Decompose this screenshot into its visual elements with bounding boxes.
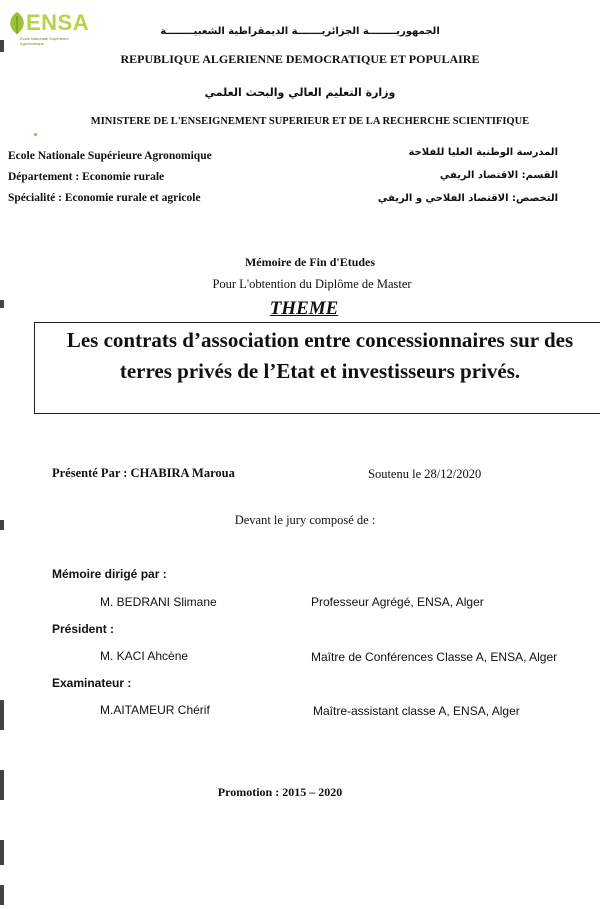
jury-role-examiner: Examinateur : bbox=[52, 676, 132, 690]
jury-intro: Devant le jury composé de : bbox=[234, 513, 376, 527]
thesis-title-line-1: Les contrats d’association entre concessionnaires sur des bbox=[66, 328, 574, 352]
arabic-ministry: وزارة التعليم العالي والبحث العلمي bbox=[204, 86, 396, 99]
thesis-title-line-2: terres privés de l’Etat et investisseurs privés. bbox=[119, 359, 521, 383]
memoire-heading: Mémoire de Fin d'Etudes bbox=[244, 255, 376, 269]
defense-date: Soutenu le 28/12/2020 bbox=[368, 467, 482, 481]
scan-edge-mark bbox=[0, 840, 4, 865]
republic-title: REPUBLIQUE ALGERIENNE DEMOCRATIQUE ET POPULAIRE bbox=[120, 52, 480, 66]
memoire-subheading: Pour L'obtention du Diplôme de Master bbox=[212, 277, 412, 291]
jury-name-examiner: M.AITAMEUR Chérif bbox=[100, 703, 210, 717]
scan-edge-mark bbox=[0, 300, 4, 308]
arabic-specialty: التخصص: الاقتصاد الفلاحي و الريفي bbox=[377, 193, 558, 204]
theme-label: THEME bbox=[269, 298, 339, 319]
ink-dot bbox=[34, 133, 37, 136]
arabic-school-name: المدرسة الوطنية العليا للفلاحة bbox=[408, 147, 558, 158]
scan-edge-mark bbox=[0, 40, 4, 52]
scan-edge-mark bbox=[0, 520, 4, 530]
jury-name-supervisor: M. BEDRANI Slimane bbox=[100, 595, 217, 609]
jury-title-examiner: Maître-assistant classe A, ENSA, Alger bbox=[313, 704, 520, 718]
jury-role-supervisor: Mémoire dirigé par : bbox=[52, 567, 167, 581]
logo-wordmark: ENSA bbox=[26, 10, 90, 35]
department: Département : Economie rurale bbox=[8, 171, 165, 183]
promotion: Promotion : 2015 – 2020 bbox=[217, 785, 343, 799]
arabic-department: القسم: الاقتصاد الريفي bbox=[439, 170, 558, 181]
scan-edge-mark bbox=[0, 770, 4, 800]
school-name: Ecole Nationale Supérieure Agronomique bbox=[8, 150, 212, 162]
ministry-title: MINISTERE DE L'ENSEIGNEMENT SUPERIEUR ET DE LA RECHERCHE SCIENTIFIQUE bbox=[90, 116, 530, 127]
arabic-republic: الجمهوريــــــــة الجزائريـــــــة الديمقراطية الشعبيــــــــة bbox=[160, 26, 440, 37]
jury-title-supervisor: Professeur Agrégé, ENSA, Alger bbox=[311, 595, 484, 609]
logo-subtitle: Ecole Nationale Supérieure Agronomique bbox=[20, 36, 69, 46]
jury-role-president: Président : bbox=[52, 622, 115, 636]
scan-edge-mark bbox=[0, 885, 4, 905]
scan-edge-mark bbox=[0, 700, 4, 730]
presented-by: Présenté Par : CHABIRA Maroua bbox=[52, 466, 235, 480]
jury-title-president: Maître de Conférences Classe A, ENSA, Alger bbox=[311, 650, 558, 664]
specialty: Spécialité : Economie rurale et agricole bbox=[8, 192, 201, 204]
jury-name-president: M. KACI Ahcène bbox=[100, 649, 189, 663]
